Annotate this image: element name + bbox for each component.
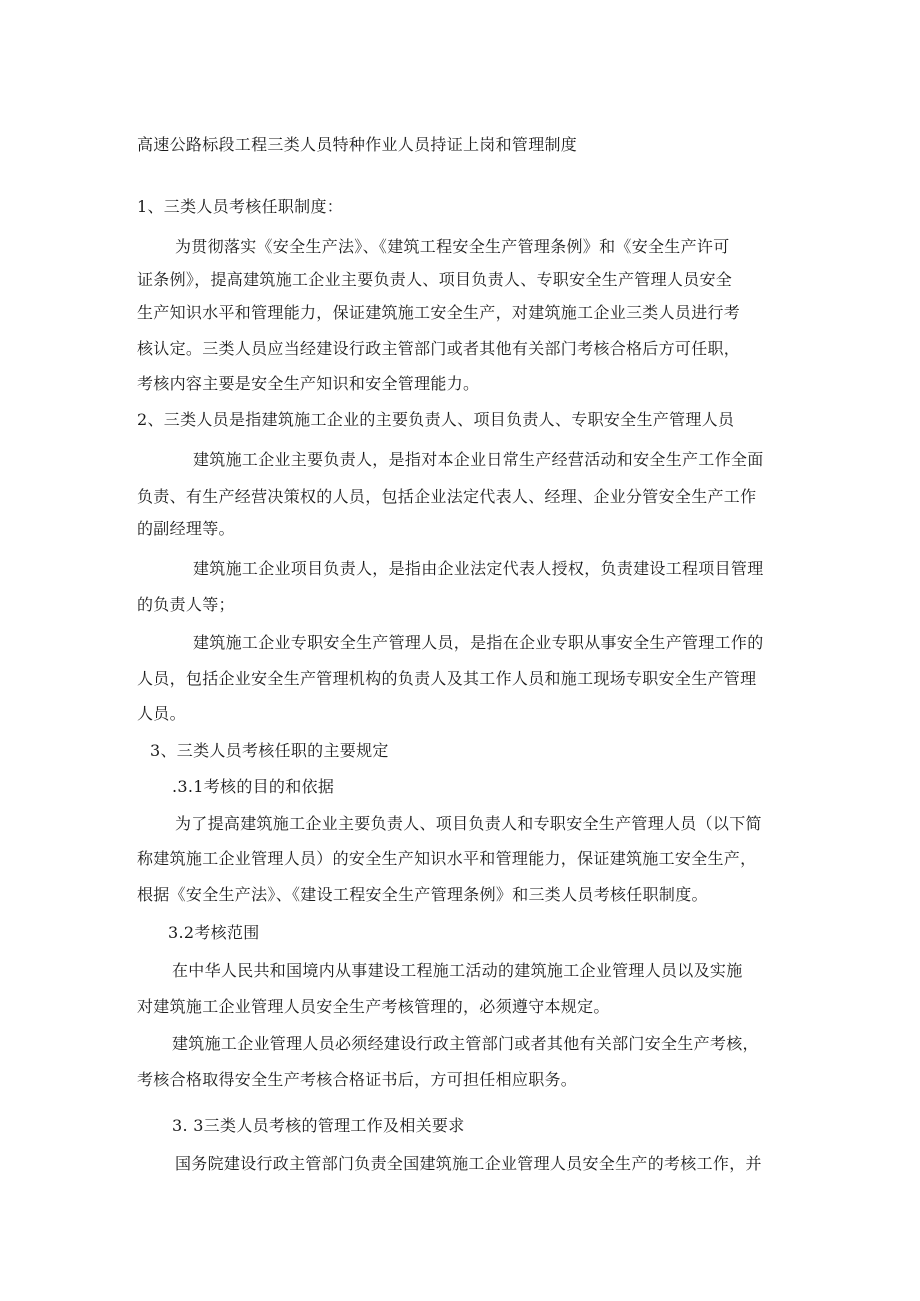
section-heading: 3、三类人员考核任职的主要规定: [150, 741, 389, 760]
paragraph-line: 建筑施工企业管理人员必须经建设行政主管部门或者其他有关部门安全生产考核，: [172, 1034, 759, 1053]
paragraph-line: 根据《安全生产法》、《建设工程安全生产管理条例》和三类人员考核任职制度。: [137, 885, 708, 904]
section-heading: 1、三类人员考核任职制度：: [137, 197, 344, 216]
paragraph-line: 为贯彻落实《安全生产法》、《建筑工程安全生产管理条例》和《安全生产许可: [175, 237, 730, 256]
paragraph-line: 核认定。三类人员应当经建设行政主管部门或者其他有关部门考核合格后方可任职，: [137, 339, 741, 358]
subsection-heading: 3.2考核范围: [168, 923, 260, 942]
paragraph-line: 在中华人民共和国境内从事建设工程施工活动的建筑施工企业管理人员以及实施: [172, 961, 743, 980]
paragraph-line: 建筑施工企业专职安全生产管理人员，是指在企业专职从事安全生产管理工作的: [193, 633, 764, 652]
paragraph-line: 负责、有生产经营决策权的人员，包括企业法定代表人、经理、企业分管安全生产工作: [137, 487, 757, 506]
paragraph-line: 国务院建设行政主管部门负责全国建筑施工企业管理人员安全生产的考核工作，并: [175, 1154, 762, 1173]
paragraph-line: 人员，包括企业安全生产管理机构的负责人及其工作人员和施工现场专职安全生产管理: [137, 669, 757, 688]
paragraph-line: 为了提高建筑施工企业主要负责人、项目负责人和专职安全生产管理人员（以下简: [175, 814, 762, 833]
subsection-heading: .3.1考核的目的和依据: [172, 777, 335, 796]
paragraph-line: 证条例》，提高建筑施工企业主要负责人、项目负责人、专职安全生产管理人员安全: [137, 270, 733, 289]
subsection-heading: 3. 3三类人员考核的管理工作及相关要求: [172, 1116, 465, 1135]
paragraph-line: 考核合格取得安全生产考核合格证书后，方可担任相应职务。: [137, 1070, 578, 1089]
paragraph-line: 的副经理等。: [137, 519, 235, 538]
section-heading: 2、三类人员是指建筑施工企业的主要负责人、项目负责人、专职安全生产管理人员: [137, 410, 735, 429]
paragraph-line: 人员。: [137, 704, 186, 723]
paragraph-line: 考核内容主要是安全生产知识和安全管理能力。: [137, 374, 480, 393]
paragraph-line: 生产知识水平和管理能力，保证建筑施工安全生产，对建筑施工企业三类人员进行考: [137, 303, 741, 322]
document-title: 高速公路标段工程三类人员特种作业人员持证上岗和管理制度: [137, 135, 578, 154]
paragraph-line: 建筑施工企业项目负责人，是指由企业法定代表人授权，负责建设工程项目管理: [193, 559, 764, 578]
paragraph-line: 的负责人等；: [137, 595, 235, 614]
paragraph-line: 称建筑施工企业管理人员）的安全生产知识水平和管理能力，保证建筑施工安全生产，: [137, 849, 757, 868]
paragraph-line: 对建筑施工企业管理人员安全生产考核管理的，必须遵守本规定。: [137, 997, 610, 1016]
paragraph-line: 建筑施工企业主要负责人，是指对本企业日常生产经营活动和安全生产工作全面: [193, 450, 764, 469]
